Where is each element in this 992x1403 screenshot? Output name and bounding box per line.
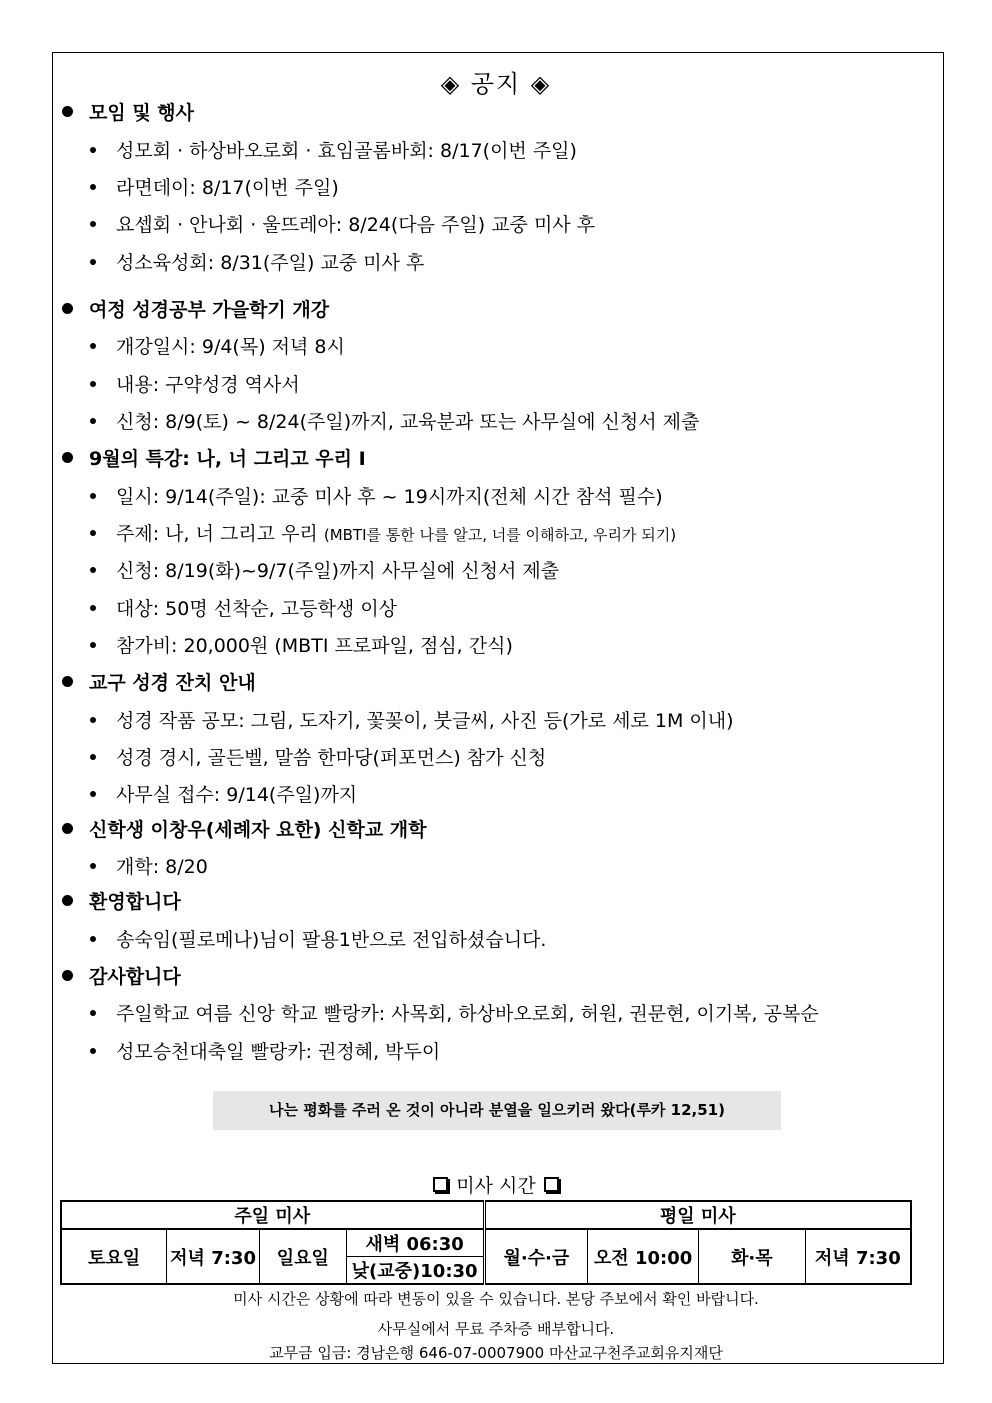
sunday-time-cell: 새벽 06:30 [346,1229,484,1257]
weekday-time-cell: 저녁 7:30 [805,1229,911,1284]
bullet-icon [62,895,73,906]
list-item: 사무실 접수: 9/14(주일)까지 [90,780,357,807]
bullet-icon [90,147,96,153]
bullet-icon [90,642,96,648]
sunday-mass-header: 주일 미사 [61,1201,484,1229]
list-item: 참가비: 20,000원 (MBTI 프로파일, 점심, 간식) [90,631,513,658]
topic-note: (MBTI를 통한 나를 알고, 너를 이해하고, 우리가 되기) [323,526,677,544]
bullet-icon [62,452,73,463]
bullet-icon [90,791,96,797]
section-heading: 감사합니다 [62,962,181,989]
bullet-icon [90,259,96,265]
weekday-cell: 화·목 [699,1229,806,1284]
footer-note: 미사 시간은 상황에 따라 변동이 있을 수 있습니다. 본당 주보에서 확인 바랍니다. [233,1290,759,1308]
bullet-icon [90,221,96,227]
sunday-cell: 일요일 [259,1229,346,1284]
mass-schedule-title: 미사 시간 [0,1171,992,1198]
list-item: 신청: 8/9(토) ~ 8/24(주일)까지, 교육분과 또는 사무실에 신청서 제출 [90,407,699,434]
section-heading: 여정 성경공부 가을학기 개강 [62,295,329,322]
list-item: 개강일시: 9/4(목) 저녁 8시 [90,332,345,359]
bullet-icon [62,676,73,687]
scripture-quote: 나는 평화를 주러 온 것이 아니라 분열을 일으키러 왔다(루카 12,51) [213,1091,781,1130]
weekday-cell: 월·수·금 [484,1229,588,1284]
bullet-icon [62,303,73,314]
bullet-icon [62,106,73,117]
list-item: 라면데이: 8/17(이번 주일) [90,173,339,200]
saturday-cell: 토요일 [61,1229,167,1284]
bullet-icon [90,381,96,387]
saturday-time-cell: 저녁 7:30 [167,1229,260,1284]
list-item: 주일학교 여름 신앙 학교 빨랑카: 사목회, 하상바오로회, 허원, 권문현, 이기복, 공복순 [90,999,819,1026]
bullet-icon [90,754,96,760]
bullet-icon [90,343,96,349]
footer-note: 교무금 입금: 경남은행 646-07-0007900 마산교구천주교회유지재단 [269,1344,723,1362]
section-heading: 교구 성경 잔치 안내 [62,668,256,695]
bullet-icon [90,863,96,869]
checkbox-square-icon [544,1177,559,1192]
bullet-icon [90,1010,96,1016]
page-title: ◈ 공지 ◈ [440,70,552,98]
list-item: 요셉회 · 안나회 · 울뜨레아: 8/24(다음 주일) 교중 미사 후 [90,210,595,237]
bullet-icon [90,717,96,723]
list-item: 성경 경시, 골든벨, 말씀 한마당(퍼포먼스) 참가 신청 [90,743,546,770]
sunday-time-cell: 낮(교중)10:30 [346,1257,484,1285]
list-item: 대상: 50명 선착순, 고등학생 이상 [90,594,397,621]
bullet-icon [62,970,73,981]
bullet-icon [90,605,96,611]
section-heading: 모임 및 행사 [62,98,194,125]
bullet-icon [90,936,96,942]
bullet-icon [62,823,73,834]
bullet-icon [90,530,96,536]
bullet-icon [90,418,96,424]
bullet-icon [90,184,96,190]
weekday-mass-header: 평일 미사 [484,1201,911,1229]
list-item: 개학: 8/20 [90,852,208,879]
section-heading: 환영합니다 [62,887,181,914]
bullet-icon [90,493,96,499]
list-item: 성경 작품 공모: 그림, 도자기, 꽃꽂이, 붓글씨, 사진 등(가로 세로 1M 이내) [90,706,734,733]
mass-schedule-table [60,1200,912,1285]
footer-note: 사무실에서 무료 주차증 배부합니다. [377,1320,615,1338]
bullet-icon [90,1048,96,1054]
list-item: 송숙임(필로메나)님이 팔용1반으로 전입하셨습니다. [90,925,546,952]
list-item: 성모회 · 하상바오로회 · 효임골롬바회: 8/17(이번 주일) [90,136,577,163]
list-item: 주제: 나, 너 그리고 우리 (MBTI를 통한 나를 알고, 너를 이해하고, 우리가 되기) [90,519,676,546]
list-item: 일시: 9/14(주일): 교중 미사 후 ~ 19시까지(전체 시간 참석 필수) [90,482,663,509]
bullet-icon [90,567,96,573]
list-item: 성소육성회: 8/31(주일) 교중 미사 후 [90,248,424,275]
section-heading: 9월의 특강: 나, 너 그리고 우리 Ⅰ [62,444,366,471]
list-item: 성모승천대축일 빨랑카: 권정혜, 박두이 [90,1037,440,1064]
checkbox-square-icon [433,1177,448,1192]
list-item: 내용: 구약성경 역사서 [90,370,300,397]
weekday-time-cell: 오전 10:00 [588,1229,699,1284]
list-item: 신청: 8/19(화)~9/7(주일)까지 사무실에 신청서 제출 [90,556,559,583]
section-heading: 신학생 이창우(세례자 요한) 신학교 개학 [62,815,427,842]
